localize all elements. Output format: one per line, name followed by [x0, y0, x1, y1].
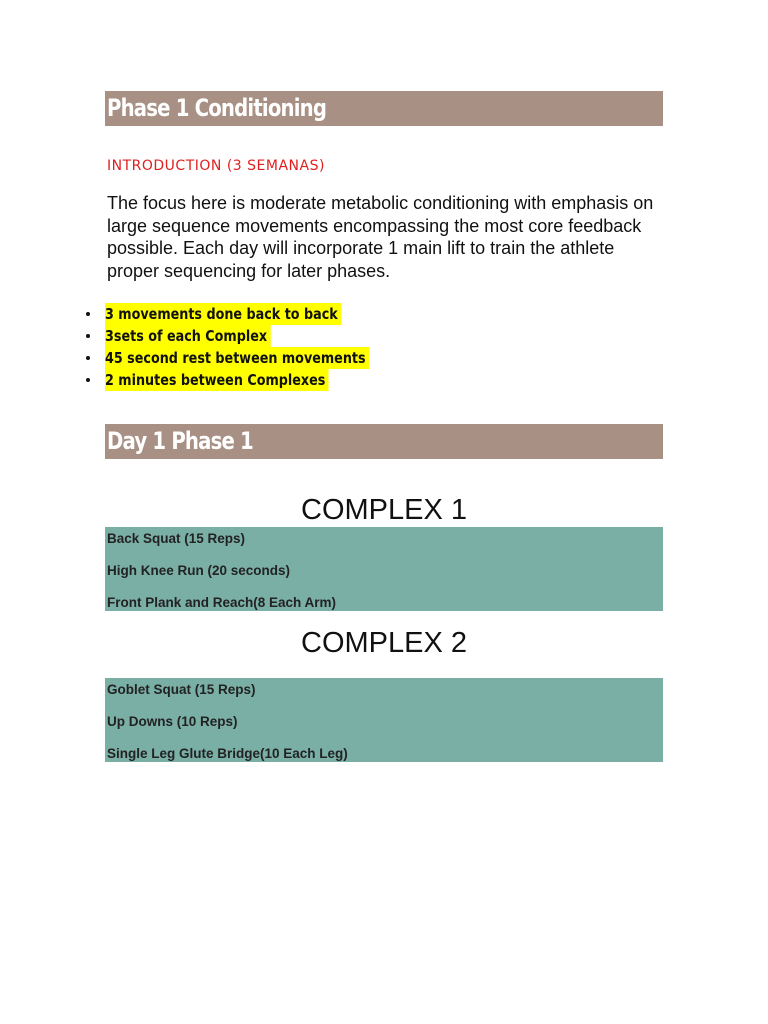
list-item	[80, 325, 416, 347]
exercise-item: Front Plank and Reach(8 Each Arm)	[107, 595, 337, 610]
introduction-paragraph: The focus here is moderate metabolic conditioning with emphasis on large sequence movements encompassing the most core feedback possible. Each day will incorporate 1 main lift to train the athlete proper sequencing for later phases.	[107, 193, 654, 281]
exercise-item: Single Leg Glute Bridge(10 Each Leg)	[107, 746, 348, 761]
exercise-item: Back Squat (15 Reps)	[107, 531, 246, 546]
guidelines-list	[80, 303, 416, 391]
day-1-header	[105, 424, 663, 459]
bullet-icon	[86, 356, 90, 360]
complex-1-title: COMPLEX 1	[301, 494, 467, 526]
list-item	[80, 369, 416, 391]
list-item	[80, 303, 416, 325]
phase-1-title: Phase 1 Conditioning	[107, 94, 327, 122]
exercise-item: Up Downs (10 Reps)	[107, 714, 238, 729]
complex-2-exercise-box	[105, 678, 663, 762]
bullet-icon	[86, 312, 90, 316]
phase-1-header	[105, 91, 663, 126]
bullet-text: 3sets of each Complex	[105, 325, 270, 347]
bullet-text: 45 second rest between movements	[105, 347, 369, 369]
bullet-icon	[86, 378, 90, 382]
bullet-icon	[86, 334, 90, 338]
bullet-text: 3 movements done back to back	[105, 303, 341, 325]
complex-2-title: COMPLEX 2	[301, 627, 467, 659]
day-1-title: Day 1 Phase 1	[107, 427, 253, 455]
bullet-text: 2 minutes between Complexes	[105, 369, 329, 391]
complex-1-exercise-box	[105, 527, 663, 611]
exercise-item: High Knee Run (20 seconds)	[107, 563, 291, 578]
exercise-item: Goblet Squat (15 Reps)	[107, 682, 256, 697]
introduction-heading: INTRODUCTION (3 SEMANAS)	[107, 158, 325, 174]
list-item	[80, 347, 416, 369]
